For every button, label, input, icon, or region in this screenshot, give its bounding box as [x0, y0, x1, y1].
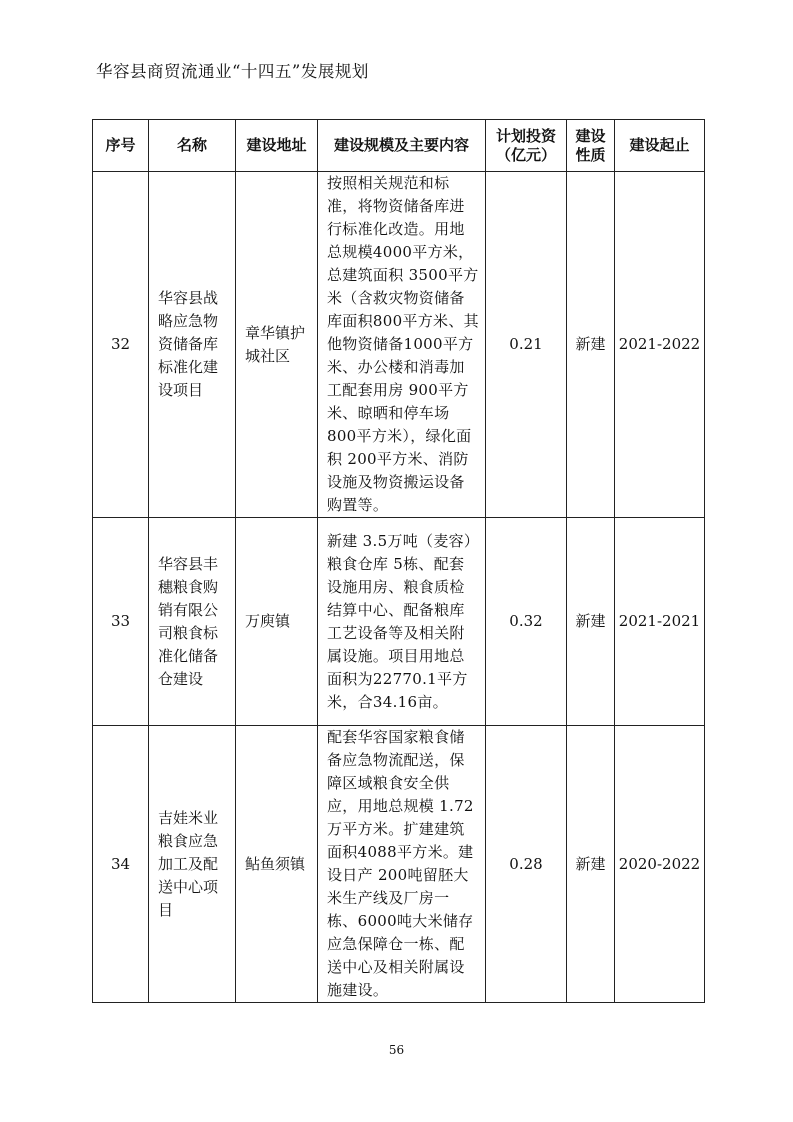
row-investment: 0.28	[486, 726, 567, 1003]
row-description: 配套华容国家粮食储备应急物流配送，保障区域粮食安全供应，用地总规模 1.72万平方米。扩建建筑面积4088平方米。建设日产 200吨留胚大米生产线及厂房一栋、6000吨大米储存应急保障仓一栋、配送中心及相关附属设施建设。	[318, 726, 486, 1003]
header-location: 建设地址	[236, 120, 318, 172]
table-row	[93, 518, 705, 726]
header-nature-line-2: 性质	[575, 145, 606, 164]
row-location: 章华镇护城社区	[236, 172, 318, 518]
table-header-row	[93, 120, 705, 172]
row-investment: 0.21	[486, 172, 567, 518]
header-name: 名称	[149, 120, 236, 172]
header-nature	[567, 120, 615, 172]
row-location: 万庾镇	[236, 518, 318, 726]
row-description: 按照相关规范和标准，将物资储备库进行标准化改造。用地总规模4000平方米，总建筑面积 3500平方米（含救灾物资储备库面积800平方米、其他物资储备1000平方米、办公楼和消毒加工配套用房 900平方米、晾晒和停车场 800平方米），绿化面积 200平方米、消防设施及物资搬运设备购置等。	[318, 172, 486, 518]
header-description: 建设规模及主要内容	[318, 120, 486, 172]
row-name: 华容县丰穗粮食购销有限公司粮食标准化储备仓建设	[149, 518, 236, 726]
row-name: 吉娃米业粮食应急加工及配送中心项目	[149, 726, 236, 1003]
header-investment-line-2: （亿元）	[495, 145, 556, 164]
header-investment-line-1: 计划投资	[495, 126, 556, 145]
row-period: 2021-2022	[615, 172, 705, 518]
project-table	[92, 119, 705, 1003]
page-number: 56	[388, 1043, 405, 1057]
row-period: 2020-2022	[615, 726, 705, 1003]
row-nature: 新建	[567, 172, 615, 518]
table-row	[93, 172, 705, 518]
header-investment	[486, 120, 567, 172]
table-row	[93, 726, 705, 1003]
document-header: 华容县商贸流通业“十四五”发展规划	[96, 62, 369, 81]
row-description: 新建 3.5万吨（麦容）粮食仓库 5栋、配套设施用房、粮食质检结算中心、配备粮库工艺设备等及相关附属设施。项目用地总面积为22770.1平方米，合34.16亩。	[318, 518, 486, 726]
row-num: 34	[93, 726, 149, 1003]
row-period: 2021-2021	[615, 518, 705, 726]
row-name: 华容县战略应急物资储备库标准化建设项目	[149, 172, 236, 518]
row-num: 33	[93, 518, 149, 726]
row-nature: 新建	[567, 518, 615, 726]
row-num: 32	[93, 172, 149, 518]
row-location: 鲇鱼须镇	[236, 726, 318, 1003]
header-nature-line-1: 建设	[575, 126, 606, 145]
row-investment: 0.32	[486, 518, 567, 726]
row-nature: 新建	[567, 726, 615, 1003]
header-period: 建设起止	[615, 120, 705, 172]
header-num: 序号	[93, 120, 149, 172]
